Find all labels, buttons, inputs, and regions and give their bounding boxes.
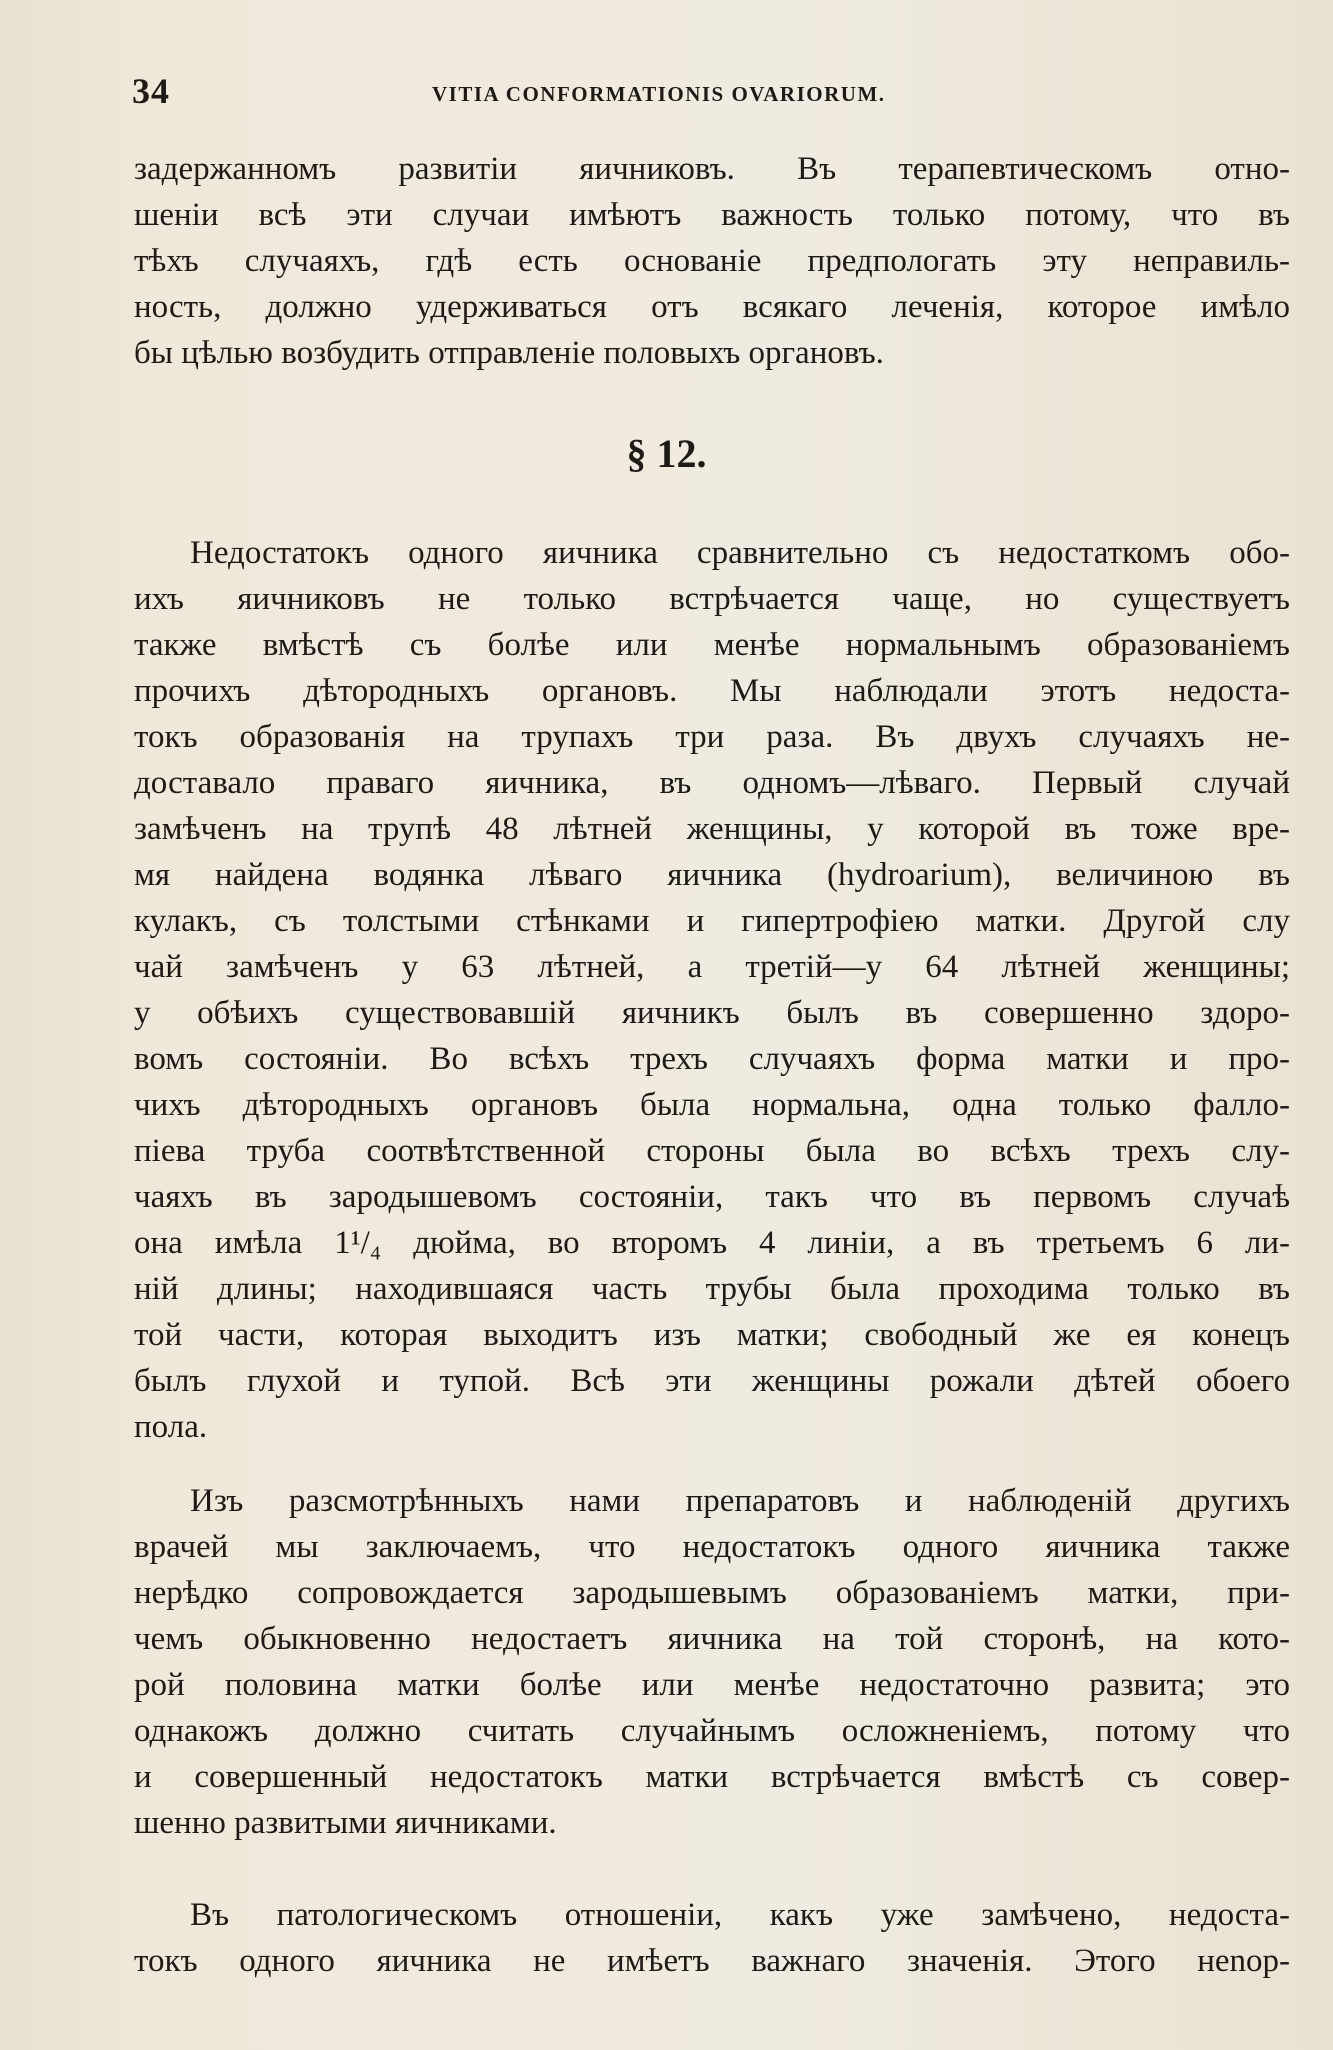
text-line: и совершенный недостатокъ матки встрѣчается вмѣстѣ съ совер- <box>134 1759 1290 1795</box>
text-line: токъ одного яичника не имѣетъ важнаго значенія. Этого нenор- <box>134 1943 1290 1979</box>
text-line: врачей мы заключаемъ, что недостатокъ одного яичника также <box>134 1529 1290 1565</box>
text-line: у обѣихъ существовавшій яичникъ былъ въ совершенно здоро- <box>134 995 1290 1031</box>
text-line: кулакъ, съ толстыми стѣнками и гипертрофіею матки. Другой слу <box>134 903 1290 939</box>
text-line: ихъ яичниковъ не только встрѣчается чаще, но существуетъ <box>134 581 1290 617</box>
section-heading: § 12. <box>626 431 707 476</box>
paragraph-4 <box>134 1892 1290 1984</box>
text-line: токъ образованія на трупахъ три раза. Въ двухъ случаяхъ не- <box>134 719 1290 755</box>
text-line: она имѣла 1¹/₄ дюйма, во второмъ 4 линіи, а въ третьемъ 6 ли- <box>134 1225 1290 1261</box>
text-line: нерѣдко сопровождается зародышевымъ образованіемъ матки, при- <box>134 1575 1290 1611</box>
text-line: чихъ дѣтородныхъ органовъ была нормальна, одна только фалло- <box>134 1087 1290 1123</box>
paragraph-2 <box>134 530 1290 1450</box>
text-line: однакожъ должно считать случайнымъ осложненіемъ, потому что <box>134 1713 1290 1749</box>
text-line: той части, которая выходитъ изъ матки; свободный же ея конецъ <box>134 1317 1290 1353</box>
text-line: чемъ обыкновенно недостаетъ яичника на той сторонѣ, на кото- <box>134 1621 1290 1657</box>
paragraph-3 <box>134 1478 1290 1846</box>
text-line: шеніи всѣ эти случаи имѣютъ важность только потому, что въ <box>134 197 1290 233</box>
text-line: Изъ разсмотрѣнныхъ нами препаратовъ и наблюденій другихъ <box>190 1483 1290 1519</box>
text-line: мя найдена водянка лѣваго яичника (hydroarium), величиною въ <box>134 857 1290 893</box>
text-line: замѣченъ на трупѣ 48 лѣтней женщины, у которой въ тоже вре- <box>134 811 1290 847</box>
text-line: шенно развитыми яичниками. <box>134 1805 557 1841</box>
text-line: піева труба соотвѣтственной стороны была во всѣхъ трехъ слу- <box>134 1133 1290 1169</box>
text-line: тѣхъ случаяхъ, гдѣ есть основаніе предпологать эту неправиль- <box>134 243 1290 279</box>
page-number: 34 <box>132 71 170 111</box>
text-line: вомъ состояніи. Во всѣхъ трехъ случаяхъ форма матки и про- <box>134 1041 1290 1077</box>
text-line: былъ глухой и тупой. Всѣ эти женщины рожали дѣтей обоего <box>134 1363 1290 1399</box>
text-line: ній длины; находившаяся часть трубы была проходима только въ <box>134 1271 1290 1307</box>
text-line: также вмѣстѣ съ болѣе или менѣе нормальнымъ образованіемъ <box>134 627 1290 663</box>
text-line: Въ патологическомъ отношеніи, какъ уже замѣчено, недоста- <box>190 1897 1290 1933</box>
text-line: прочихъ дѣтородныхъ органовъ. Мы наблюдали этотъ недоста- <box>134 673 1290 709</box>
text-line: чай замѣченъ у 63 лѣтней, а третій—у 64 лѣтней женщины; <box>134 949 1290 985</box>
text-line: Недостатокъ одного яичника сравнительно съ недостаткомъ обо- <box>190 535 1290 571</box>
text-line: доставало праваго яичника, въ одномъ—лѣваго. Первый случай <box>134 765 1290 801</box>
text-line: бы цѣлью возбудить отправленіе половыхъ органовъ. <box>134 335 884 371</box>
page-header <box>132 70 1292 110</box>
running-title: VITIA CONFORMATIONIS OVARIORUM. <box>432 82 886 106</box>
paragraph-1 <box>134 146 1290 376</box>
text-line: чаяхъ въ зародышевомъ состояніи, такъ что въ первомъ случаѣ <box>134 1179 1290 1215</box>
text-line: ность, должно удерживаться отъ всякаго леченія, которое имѣло <box>134 289 1290 325</box>
text-line: рой половина матки болѣе или менѣе недостаточно развита; это <box>134 1667 1290 1703</box>
text-line: пола. <box>134 1409 208 1445</box>
text-line: задержанномъ развитіи яичниковъ. Въ терапевтическомъ отно- <box>134 151 1290 187</box>
